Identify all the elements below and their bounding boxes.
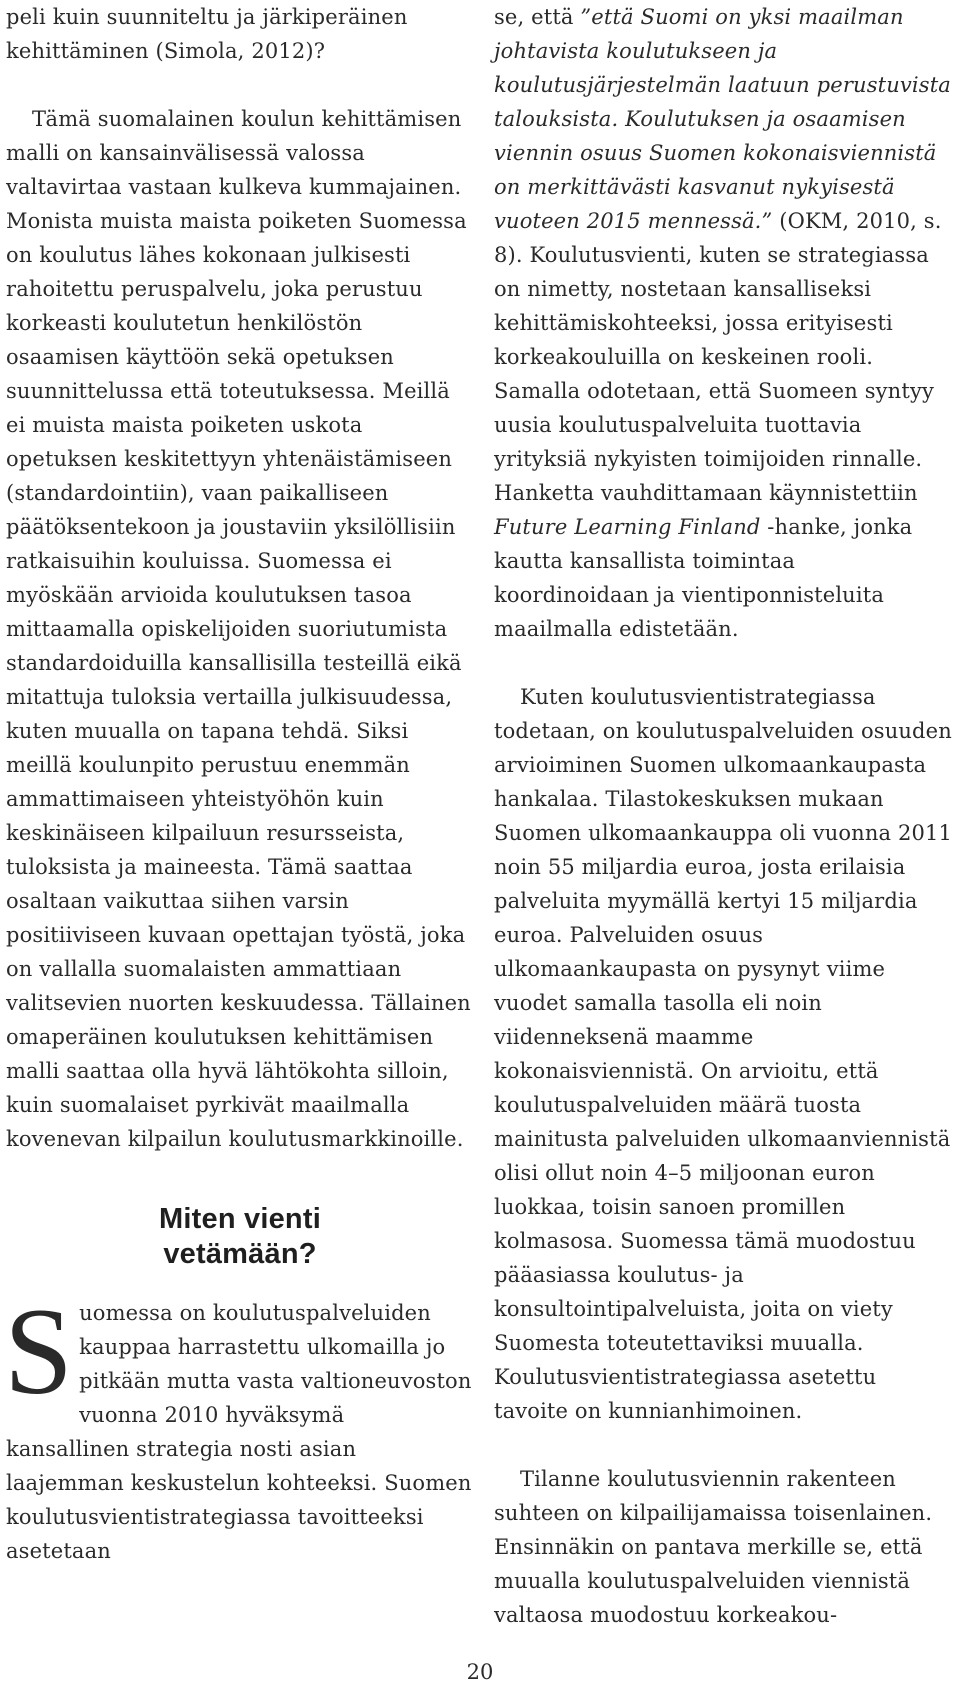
paragraph-export-history-text: uomessa on koulutuspalveluiden kauppaa harrastettu ulkomailla jo pitkään mutta vasta valtioneuvoston vuonna 2010 hyväksymä kansallinen strategia nosti asian laajemman keskustelun kohteeksi. Suomen koulutusvientistrategiassa tavoitteeksi asetetaan <box>6 1301 472 1563</box>
project-name: Future Learning Finland <box>494 515 761 539</box>
page-number: 20 <box>466 1660 494 1684</box>
section-heading-line1: Miten vienti <box>159 1203 321 1235</box>
paragraph-competitor-structure: Tilanne koulutusviennin rakenteen suhteen on kilpailijamaissa toisenlainen. Ensinnäkin on pantava merkille se, että muualla koulutuspalveluiden viennistä valtaosa muodostuu korkeakou- <box>494 1467 933 1627</box>
strategy-goal-text: (OKM, 2010, s. 8). Koulutusvienti, kuten se strategiassa on nimetty, nostetaan kansalliseksi kehittämiskohteeksi, jossa erityisesti korkeakouluilla on keskeinen rooli. Samalla odotetaan, että Suomeen syntyy uusia koulutuspalveluita tuottavia yrityksiä nykyisten toimijoiden rinnalle. Hanketta vauhdittamaan käynnistettiin <box>494 209 942 505</box>
section-heading <box>6 1202 474 1272</box>
left-column <box>6 0 474 1568</box>
paragraph-continuation: peli kuin suunniteltu ja järkiperäinen kehittäminen (Simola, 2012)? <box>6 5 408 63</box>
right-column <box>494 0 956 1632</box>
paragraph-export-history <box>4 1283 474 1568</box>
strategy-goal-lead: se, että <box>494 5 581 29</box>
paragraph-export-statistics: Kuten koulutusvientistrategiassa todetaan, on koulutuspalveluiden osuuden arvioiminen Suomen ulkomaankaupasta hankalaa. Tilastokeskuksen mukaan Suomen ulkomaankauppa oli vuonna 2011 noin 55 miljardia euroa, josta erilaisia palveluita myymällä kertyi 15 miljardia euroa. Palveluiden osuus ulkomaankaupasta on pysynyt viime vuodet samalla tasolla eli noin viidenneksenä maamme kokonaisviennistä. On arvioitu, että koulutuspalveluiden määrä tuosta mainitusta palveluiden ulkomaanviennistä olisi ollut noin 4–5 miljoonan euron luokkaa, toisin sanoen promillen kolmasosa. Suomessa tämä muodostuu pääasiassa koulutus- ja konsultointipalveluista, joita on viety Suomesta toteutettaviksi muualla. Koulutusvientistrategiassa asetettu tavoite on kunnianhimoinen. <box>494 685 953 1423</box>
drop-cap: S <box>4 1283 74 1420</box>
section-heading-line2: vetämään? <box>163 1238 317 1270</box>
paragraph-finnish-school-model: Tämä suomalainen koulun kehittämisen malli on kansainvälisessä valossa valtavirtaa vastaan kulkeva kummajainen. Monista muista maista poiketen Suomessa on koulutus lähes kokonaan julkisesti rahoitettu peruspalvelu, joka perustuu korkeasti koulutetun henkilöstön osaamisen käyttöön sekä opetuksen suunnittelussa että toteutuksessa. Meillä ei muista maista poiketen uskota opetuksen keskitettyyn yhtenäistämiseen (standardointiin), vaan paikalliseen päätöksentekoon ja joustaviin yksilöllisiin ratkaisuihin kouluissa. Suomessa ei myöskään arvioida koulutuksen tasoa mittaamalla opiskelijoiden suoriutumista standardoiduilla kansallisilla testeillä eikä mitattuja tuloksia vertailla julkisuudessa, kuten muualla on tapana tehdä. Siksi meillä koulunpito perustuu enemmän ammattimaiseen yhteistyöhön kuin keskinäiseen kilpailuun resursseista, tuloksista ja maineesta. Tämä saattaa osaltaan vaikuttaa siihen varsin positiiviseen kuvaan opettajan työstä, joka on vallalla suomalaisten ammattiaan valitsevien nuorten keskuudessa. Tällainen omaperäinen koulutuksen kehittämisen malli saattaa olla hyvä lähtökohta silloin, kuin suomalaiset pyrkivät maailmalla kovenevan kilpailun koulutusmarkkinoille. <box>6 107 471 1151</box>
paragraph-strategy-goal <box>494 0 956 646</box>
strategy-goal-end: -hanke, jonka kautta kansallista toimintaa koordinoidaan ja vientiponnisteluita maailmalla edistetään. <box>494 515 913 641</box>
strategy-quote: ”että Suomi on yksi maailman johtavista koulutukseen ja koulutusjärjestelmän laatuun perustuvista talouksista. Koulutuksen ja osaamisen viennin osuus Suomen kokonaisviennistä on merkittävästi kasvanut nykyisestä vuoteen 2015 mennessä.” <box>494 5 951 233</box>
